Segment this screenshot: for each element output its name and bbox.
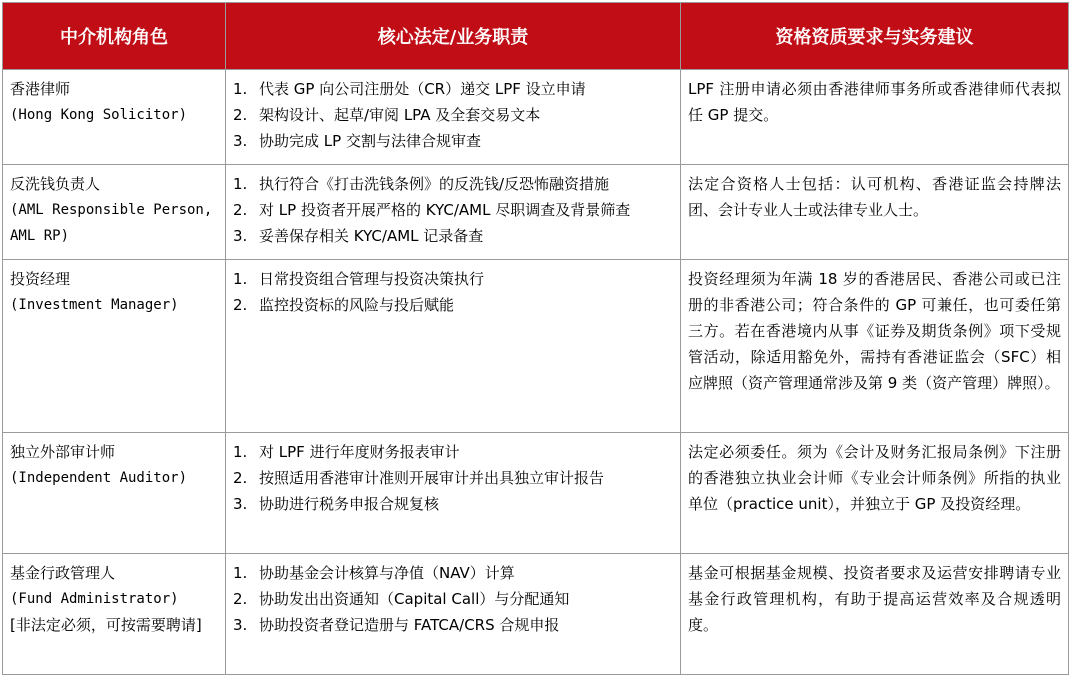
duty-item: 2. 对 LP 投资者开展严格的 KYC/AML 尽职调查及背景筛查 <box>233 201 631 219</box>
role-name: 独立外部审计师 <box>10 443 116 461</box>
intermediary-roles-table <box>2 2 1069 675</box>
duty-item: 1. 协助基金会计核算与净值（NAV）计算 <box>233 564 515 582</box>
role-name: 投资经理 <box>10 270 71 288</box>
role-name: 基金行政管理人 <box>10 564 116 582</box>
advice-cell: 法定合资格人士包括：认可机构、香港证监会持牌法团、会计专业人士或法律专业人士。 <box>681 165 1069 260</box>
role-cell <box>3 433 226 554</box>
duties-list <box>233 171 673 249</box>
role-cell <box>3 554 226 675</box>
header-row <box>3 3 1069 70</box>
duties-cell <box>226 554 681 675</box>
duty-item: 2. 按照适用香港审计准则开展审计并出具独立审计报告 <box>233 469 605 487</box>
role-english: (Independent Auditor) <box>10 470 188 486</box>
advice-cell: LPF 注册申请必须由香港律师事务所或香港律师代表拟任 GP 提交。 <box>681 70 1069 165</box>
role-english: (AML Responsible Person, AML RP) <box>10 202 213 244</box>
duties-cell <box>226 433 681 554</box>
advice-cell: 投资经理须为年满 18 岁的香港居民、香港公司或已注册的非香港公司；符合条件的 GP 可兼任，也可委任第三方。若在香港境内从事《证券及期货条例》项下受规管活动，除适用豁免外，需持有香港证监会（SFC）相应牌照（资产管理通常涉及第 9 类（资产管理）牌照）。 <box>681 260 1069 433</box>
duties-cell <box>226 70 681 165</box>
role-english: (Investment Manager) <box>10 297 179 313</box>
duty-item: 1. 日常投资组合管理与投资决策执行 <box>233 270 485 288</box>
role-english: (Hong Kong Solicitor) <box>10 107 188 123</box>
duties-cell <box>226 165 681 260</box>
duty-item: 3. 协助完成 LP 交割与法律合规审查 <box>233 132 481 150</box>
header-duties: 核心法定/业务职责 <box>226 3 681 70</box>
advice-cell: 基金可根据基金规模、投资者要求及运营安排聘请专业基金行政管理机构，有助于提高运营效率及合规透明度。 <box>681 554 1069 675</box>
role-cell <box>3 165 226 260</box>
duty-item: 1. 执行符合《打击洗钱条例》的反洗钱/反恐怖融资措施 <box>233 175 610 193</box>
duty-item: 3. 协助投资者登记造册与 FATCA/CRS 合规申报 <box>233 616 560 634</box>
duty-item: 2. 架构设计、起草/审阅 LPA 及全套交易文本 <box>233 106 541 124</box>
duties-list <box>233 266 673 318</box>
duty-item: 1. 对 LPF 进行年度财务报表审计 <box>233 443 460 461</box>
role-note: [非法定必须，可按需要聘请] <box>10 616 202 634</box>
duty-item: 2. 协助发出出资通知（Capital Call）与分配通知 <box>233 590 570 608</box>
table-row <box>3 433 1069 554</box>
duties-list <box>233 439 673 517</box>
duty-item: 3. 妥善保存相关 KYC/AML 记录备查 <box>233 227 484 245</box>
header-qualifications: 资格资质要求与实务建议 <box>681 3 1069 70</box>
duty-item: 1. 代表 GP 向公司注册处（CR）递交 LPF 设立申请 <box>233 80 586 98</box>
role-english: (Fund Administrator) <box>10 591 179 607</box>
duties-cell <box>226 260 681 433</box>
table-row <box>3 260 1069 433</box>
role-cell <box>3 70 226 165</box>
header-role: 中介机构角色 <box>3 3 226 70</box>
table-row <box>3 165 1069 260</box>
duty-item: 2. 监控投资标的风险与投后赋能 <box>233 296 455 314</box>
duties-list <box>233 560 673 638</box>
table-row <box>3 554 1069 675</box>
duty-item: 3. 协助进行税务申报合规复核 <box>233 495 440 513</box>
table-row <box>3 70 1069 165</box>
role-name: 反洗钱负责人 <box>10 175 101 193</box>
advice-cell: 法定必须委任。须为《会计及财务汇报局条例》下注册的香港独立执业会计师《专业会计师条例》所指的执业单位（practice unit），并独立于 GP 及投资经理。 <box>681 433 1069 554</box>
role-name: 香港律师 <box>10 80 71 98</box>
role-cell <box>3 260 226 433</box>
duties-list <box>233 76 673 154</box>
